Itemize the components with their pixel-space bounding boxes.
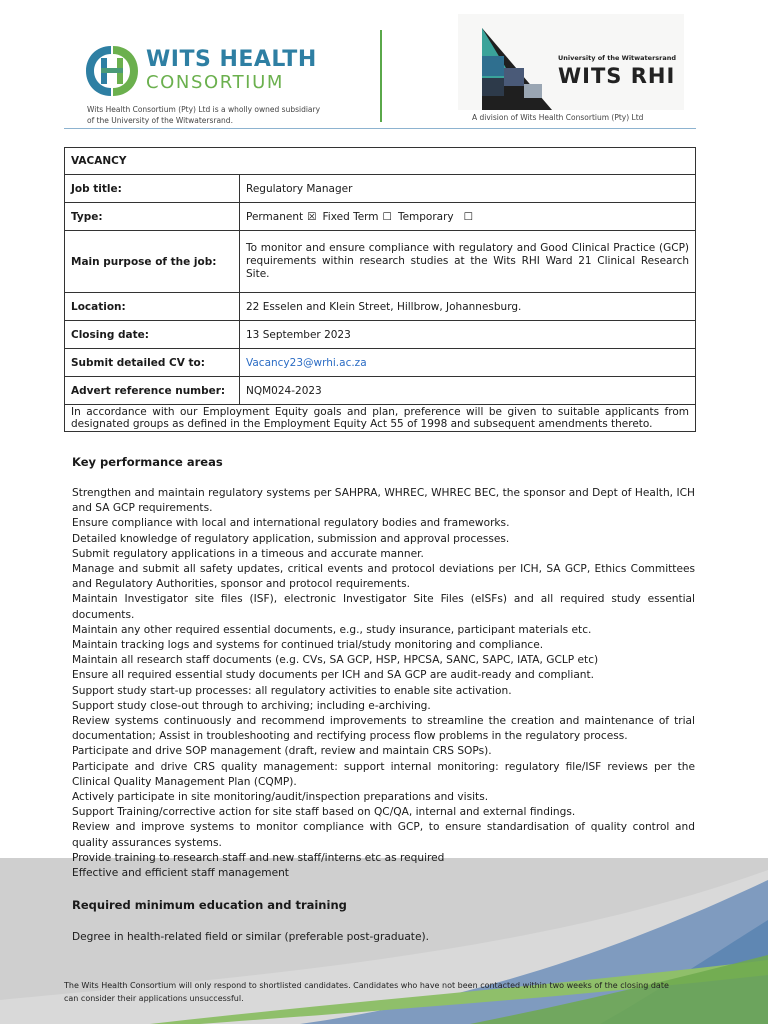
location-value: 22 Esselen and Klein Street, Hillbrow, Johannesburg. [240, 293, 696, 321]
list-item: Maintain any other required essential documents, e.g., study insurance, participant materials etc. [72, 623, 592, 636]
row-label: Type: [65, 203, 240, 231]
table-row [65, 321, 696, 349]
list-item: Maintain tracking logs and systems for continued trial/study monitoring and compliance. [72, 639, 544, 652]
table-row [65, 377, 696, 405]
list-item: Review systems continuously and recommend improvements to streamline the creation and maintenance of trial documentation; Assist in troubleshooting and rectifying process flow problems in the regulatory process. [72, 715, 695, 743]
submit-cv-cell [240, 349, 696, 377]
option-permanent-label: Permanent [246, 210, 304, 223]
row-label: Closing date: [65, 321, 240, 349]
list-item: Actively participate in site monitoring/audit/inspection preparations and visits. [72, 791, 489, 804]
row-label: Submit detailed CV to: [65, 349, 240, 377]
logo-name-line1: WITS HEALTH [146, 47, 317, 72]
row-label: Job title: [65, 175, 240, 203]
list-item: Participate and drive CRS quality management: support internal monitoring: regulatory file/ISF reviews per the Clinical Quality Management Plan (CQMP). [72, 760, 695, 788]
job-type-options [240, 203, 696, 231]
logo-subtitle: Wits Health Consortium (Pty) Ltd is a wholly owned subsidiary of the University of the Witwatersrand. [87, 105, 321, 125]
unchecked-box-icon[interactable]: ☐ [382, 210, 392, 223]
list-item: Review and improve systems to monitor compliance with GCP, to ensure standardisation of quality control and quality assurances systems. [72, 821, 695, 849]
list-item: Manage and submit all safety updates, critical events and protocol deviations per ICH, SA GCP, Ethics Committees and Regulatory Authorities, sponsor and protocol requirements. [72, 563, 695, 591]
wits-health-mark-icon [84, 44, 140, 98]
logo-name-line2: CONSORTIUM [146, 72, 285, 93]
row-label: Advert reference number: [65, 377, 240, 405]
row-label: Location: [65, 293, 240, 321]
list-item: Maintain Investigator site files (ISF), electronic Investigator Site Files (eISFs) and all required study essential documents. [72, 593, 695, 621]
wits-rhi-logo [458, 14, 684, 110]
table-row [65, 405, 696, 432]
job-title-value: Regulatory Manager [240, 175, 696, 203]
list-item: Support Training/corrective action for site staff based on QC/QA, internal and external findings. [72, 806, 576, 819]
unchecked-box-icon[interactable]: ☐ [463, 210, 474, 223]
table-row [65, 231, 696, 293]
footer-note: The Wits Health Consortium will only respond to shortlisted candidates. Candidates who have not been contacted within two weeks of the closing date can consider their applications unsuccessful. [64, 981, 669, 1003]
reference-number-value: NQM024-2023 [240, 377, 696, 405]
education-heading: Required minimum education and training [72, 898, 347, 912]
main-purpose-value: To monitor and ensure compliance with regulatory and Good Clinical Practice (GCP) requirements within research studies at the Wits RHI Ward 21 Clinical Research Site. [240, 231, 696, 293]
row-label: Main purpose of the job: [65, 231, 240, 293]
list-item: Ensure compliance with local and international regulatory bodies and frameworks. [72, 517, 510, 530]
wits-rhi-mark-icon [482, 28, 552, 110]
list-item: Ensure all required essential study documents per ICH and SA GCP are audit-ready and compliant. [72, 669, 595, 682]
list-item: Support study close-out through to archiving; including e-archiving. [72, 699, 431, 712]
vacancy-details-table [64, 147, 696, 432]
header-divider [380, 30, 382, 122]
list-item: Participate and drive SOP management (draft, review and maintain CRS SOPs). [72, 745, 492, 758]
vacancy-heading: VACANCY [65, 148, 696, 175]
table-row [65, 175, 696, 203]
rhi-name: WITS RHI [558, 64, 676, 88]
kpa-heading: Key performance areas [72, 455, 223, 469]
table-row [65, 148, 696, 175]
rhi-subtitle: A division of Wits Health Consortium (Pty) Ltd [472, 113, 644, 122]
list-item: Maintain all research staff documents (e.g. CVs, SA GCP, HSP, HPCSA, SANC, SAPC, IATA, GCLP etc) [72, 654, 599, 667]
list-item: Support study start-up processes: all regulatory activities to enable site activation. [72, 684, 512, 697]
header-rule [64, 128, 696, 129]
education-text: Degree in health-related field or similar (preferable post-graduate). [72, 931, 429, 943]
list-item: Effective and efficient staff management [72, 867, 289, 880]
checked-box-icon[interactable]: ☒ [307, 210, 317, 223]
list-item: Strengthen and maintain regulatory systems per SAHPRA, WHREC, WHREC BEC, the sponsor and Dept of Health, ICH and SA GCP requirements. [72, 487, 695, 515]
table-row [65, 203, 696, 231]
closing-date-value: 13 September 2023 [240, 321, 696, 349]
list-item: Detailed knowledge of regulatory application, submission and approval processes. [72, 532, 510, 545]
list-item: Provide training to research staff and new staff/interns etc as required [72, 851, 445, 864]
list-item: Submit regulatory applications in a timeous and accurate manner. [72, 547, 424, 560]
option-fixed-term-label: Fixed Term [322, 210, 379, 223]
kpa-list [72, 486, 695, 881]
option-temporary-label: Temporary [397, 210, 454, 223]
employment-equity-note: In accordance with our Employment Equity goals and plan, preference will be given to suitable applicants from designated groups as defined in the Employment Equity Act 55 of 1998 and subsequent amendments thereto. [65, 405, 696, 432]
wits-health-consortium-logo [84, 44, 324, 98]
email-link[interactable]: Vacancy23@wrhi.ac.za [246, 356, 367, 369]
table-row [65, 349, 696, 377]
rhi-university-name: University of the Witwatersrand [558, 54, 677, 62]
table-row [65, 293, 696, 321]
